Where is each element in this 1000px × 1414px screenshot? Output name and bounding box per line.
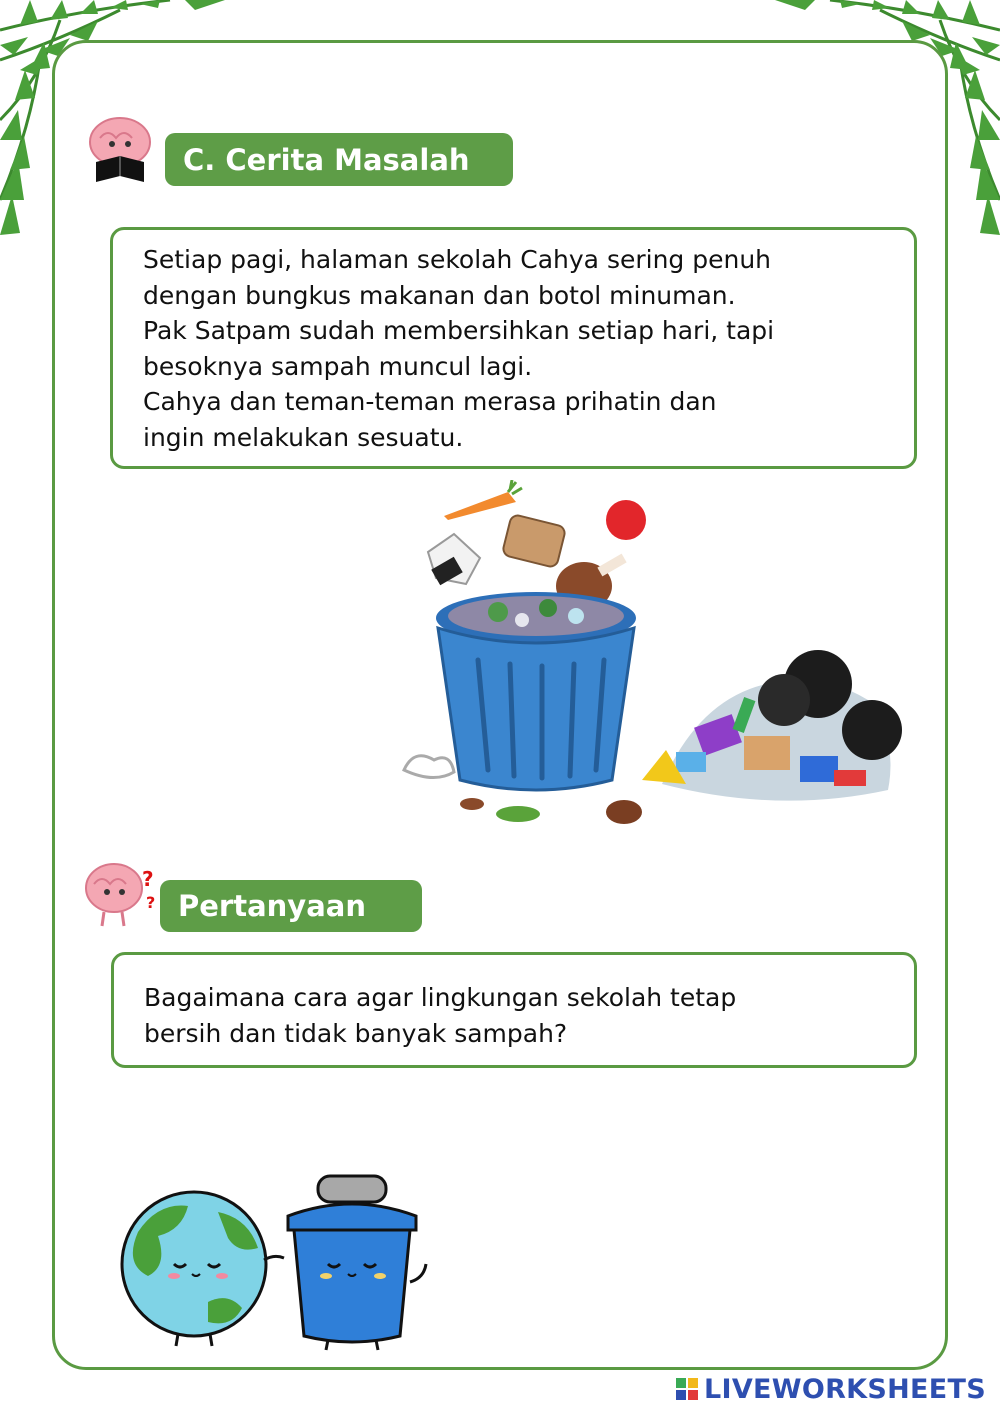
question-line: bersih dan tidak banyak sampah?	[144, 1018, 568, 1048]
story-line: Setiap pagi, halaman sekolah Cahya sering penuh	[143, 245, 772, 274]
story-text-box	[110, 227, 917, 469]
garbage-bin-illustration	[398, 480, 903, 830]
brain-question-icon	[80, 856, 160, 928]
liveworksheets-logo-icon	[676, 1378, 698, 1400]
story-line: ingin melakukan sesuatu.	[143, 422, 464, 452]
question-text-box	[111, 952, 917, 1068]
svg-text:?: ?	[142, 867, 154, 891]
svg-text:?: ?	[146, 893, 156, 912]
brain-reading-icon	[82, 112, 162, 188]
story-line: Pak Satpam sudah membersihkan setiap hari, tapi	[143, 316, 775, 345]
section-title-question: Pertanyaan	[160, 880, 422, 932]
story-line: Cahya dan teman-teman merasa prihatin dan	[143, 387, 717, 416]
story-line: besoknya sampah muncul lagi.	[143, 351, 533, 381]
liveworksheets-brand[interactable]	[676, 1372, 986, 1406]
story-line: dengan bungkus makanan dan botol minuman.	[143, 280, 736, 310]
earth-and-bin-characters	[118, 1172, 438, 1352]
brand-text: LIVEWORKSHEETS	[703, 1373, 986, 1405]
question-line: Bagaimana cara agar lingkungan sekolah tetap	[144, 983, 737, 1012]
section-title-story: C. Cerita Masalah	[165, 133, 513, 186]
